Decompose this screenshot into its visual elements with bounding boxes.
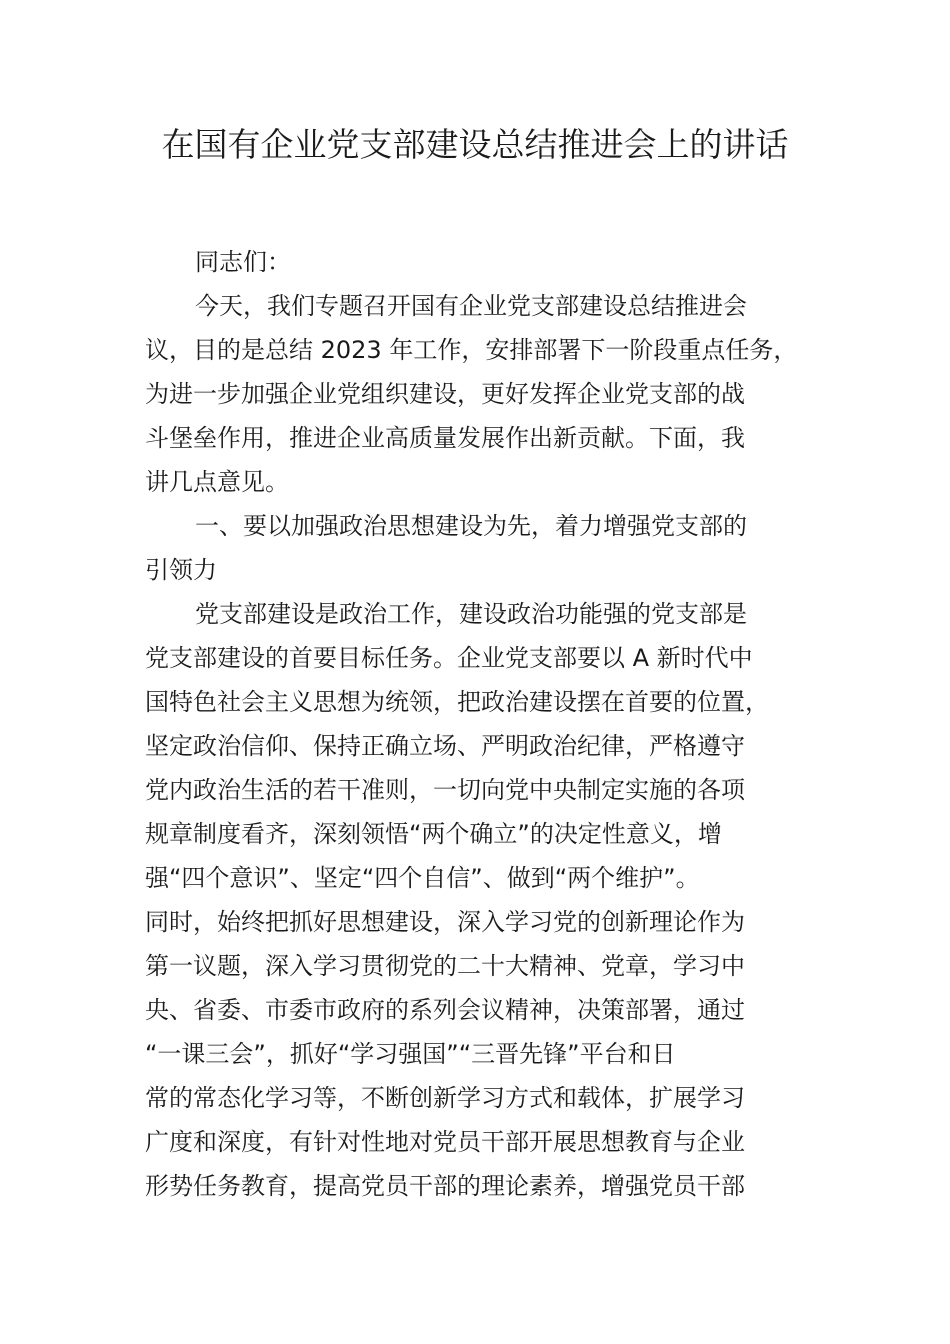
body-line: “一课三会”，抓好“学习强国”“三晋先锋”平台和日 [145,1040,676,1068]
body-line: 坚定政治信仰、保持正确立场、严明政治纪律，严格遵守 [145,732,745,760]
body-line: 议，目的是总结 2023 年工作，安排部署下一阶段重点任务， [145,336,798,364]
body-line: 规章制度看齐，深刻领悟“两个确立”的决定性意义，增 [145,820,722,848]
body-line: 常的常态化学习等，不断创新学习方式和载体，扩展学习 [145,1084,745,1112]
body-line: 今天，我们专题召开国有企业党支部建设总结推进会 [195,292,747,320]
body-line: 党支部建设的首要目标任务。企业党支部要以 A 新时代中 [145,644,753,672]
body-line: 形势任务教育，提高党员干部的理论素养，增强党员干部 [145,1172,745,1200]
section-heading: 一、要以加强政治思想建设为先，着力增强党支部的 [195,512,747,540]
body-line: 讲几点意见。 [145,468,289,496]
body-line: 为进一步加强企业党组织建设，更好发挥企业党支部的战 [145,380,745,408]
body-line: 斗堡垒作用，推进企业高质量发展作出新贡献。下面，我 [145,424,745,452]
body-line: 国特色社会主义思想为统领，把政治建设摆在首要的位置， [145,688,769,716]
body-line: 党内政治生活的若干准则，一切向党中央制定实施的各项 [145,776,745,804]
body-line: 央、省委、市委市政府的系列会议精神，决策部署，通过 [145,996,745,1024]
body-line: 广度和深度，有针对性地对党员干部开展思想教育与企业 [145,1128,745,1156]
salutation: 同志们： [195,248,291,276]
body-line: 同时，始终把抓好思想建设，深入学习党的创新理论作为 [145,908,745,936]
section-heading: 引领力 [145,556,217,584]
body-line: 党支部建设是政治工作，建设政治功能强的党支部是 [195,600,747,628]
body-line: 强“四个意识”、坚定“四个自信”、做到“两个维护”。 [145,864,700,892]
document-title: 在国有企业党支部建设总结推进会上的讲话 [161,125,789,164]
body-line: 第一议题，深入学习贯彻党的二十大精神、党章，学习中 [145,952,745,980]
